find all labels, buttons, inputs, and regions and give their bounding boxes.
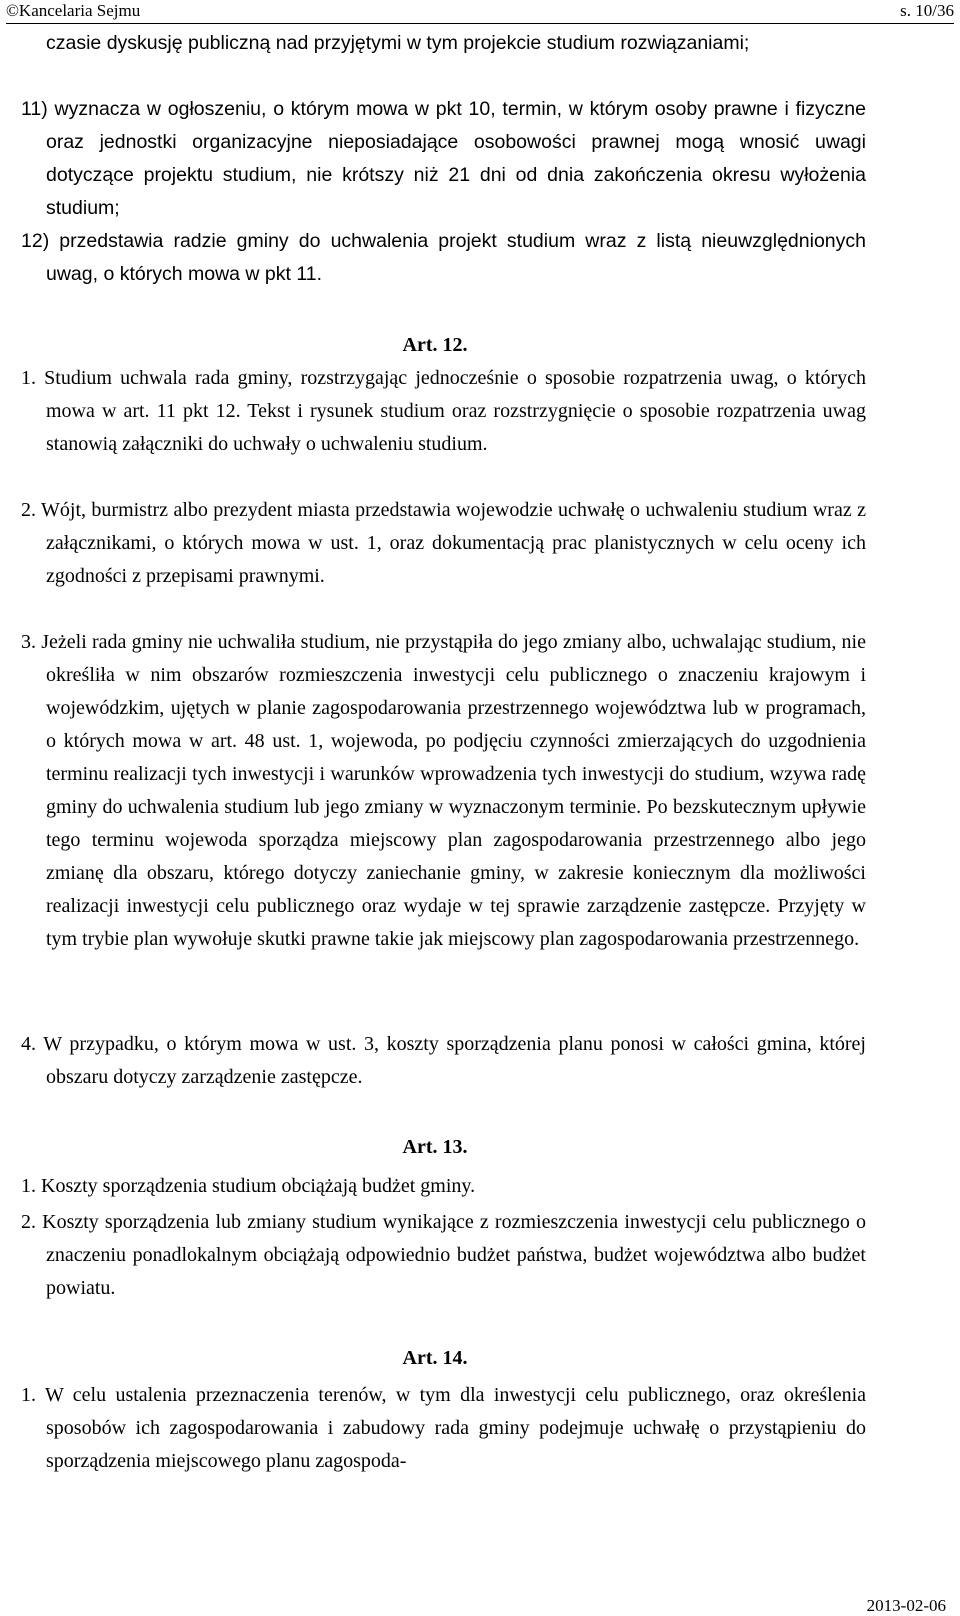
copyright-label: ©Kancelaria Sejmu <box>6 1 141 20</box>
header-rule <box>6 23 954 24</box>
publication-date: 2013-02-06 <box>866 1596 946 1615</box>
article-12-paragraph-4: 4. W przypadku, o którym mowa w ust. 3, koszty sporządzenia planu ponosi w całości gmina, której obszaru dotyczy zarządzenie zastępcze. <box>21 1033 866 1088</box>
article-14-heading: Art. 14. <box>402 1347 468 1369</box>
article-12-paragraph-2: 2. Wójt, burmistrz albo prezydent miasta przedstawia wojewodzie uchwałę o uchwaleniu studium wraz z załącznikami, o których mowa w ust. 1, oraz dokumentacją prac planistycznych w celu oceny ich zgodności z przepisami prawnymi. <box>21 499 866 587</box>
article-12-paragraph-3: 3. Jeżeli rada gminy nie uchwaliła studium, nie przystąpiła do jego zmiany albo, uchwalając studium, nie określiła w nim obszarów rozmieszczenia inwestycji celu publicznego o znaczeniu krajowym i wojewódzkim, ujętych w planie zagospodarowania przestrzennego województwa lub w programach, o których mowa w art. 48 ust. 1, wojewoda, po podjęciu czynności zmierzających do uzgodnienia terminu realizacji tych inwestycji i warunków wprowadzenia tych inwestycji do studium, wzywa radę gminy do uchwalenia studium lub jego zmiany w wyznaczonym terminie. Po bezskutecznym upływie tego terminu wojewoda sporządza miejscowy plan zagospodarowania przestrzennego albo jego zmianę dla obszaru, którego dotyczy zaniechanie gminy, w zakresie koniecznym dla możliwości realizacji inwestycji celu publicznego oraz wydaje w tej sprawie zarządzenie zastępcze. Przyjęty w tym trybie plan wywołuje skutki prawne takie jak miejscowy plan zagospodarowania przestrzennego. <box>21 631 866 950</box>
article-12-heading: Art. 12. <box>402 334 468 356</box>
page-header <box>6 0 954 24</box>
item-10-continuation: czasie dyskusję publiczną nad przyjętymi w tym projekcie studium rozwiązaniami; <box>46 32 750 54</box>
item-11: 11) wyznacza w ogłoszeniu, o którym mowa w pkt 10, termin, w którym osoby prawne i fizyczne oraz jednostki organizacyjne nieposiadające osobowości prawnej mogą wnosić uwagi dotyczące projektu studium, nie krótszy niż 21 dni od dnia zakończenia okresu wyłożenia studium; <box>21 98 866 219</box>
article-14-paragraph-1: 1. W celu ustalenia przeznaczenia terenów, w tym dla inwestycji celu publicznego, oraz określenia sposobów ich zagospodarowania i zabudowy rada gminy podejmuje uchwałę o przystąpieniu do sporządzenia miejscowego planu zagospoda- <box>21 1384 866 1472</box>
page-number: s. 10/36 <box>900 1 954 20</box>
article-13-paragraph-1: 1. Koszty sporządzenia studium obciążają budżet gminy. <box>21 1175 476 1197</box>
article-13-paragraph-2: 2. Koszty sporządzenia lub zmiany studium wynikające z rozmieszczenia inwestycji celu publicznego o znaczeniu ponadlokalnym obciążają odpowiednio budżet państwa, budżet województwa albo budżet powiatu. <box>21 1211 866 1299</box>
article-12-paragraph-1: 1. Studium uchwala rada gminy, rozstrzygając jednocześnie o sposobie rozpatrzenia uwag, o których mowa w art. 11 pkt 12. Tekst i rysunek studium oraz rozstrzygnięcie o sposobie rozpatrzenia uwag stanowią załączniki do uchwały o uchwaleniu studium. <box>21 367 866 455</box>
item-12: 12) przedstawia radzie gminy do uchwalenia projekt studium wraz z listą nieuwzględnionych uwag, o których mowa w pkt 11. <box>21 230 866 285</box>
article-13-heading: Art. 13. <box>402 1136 468 1158</box>
